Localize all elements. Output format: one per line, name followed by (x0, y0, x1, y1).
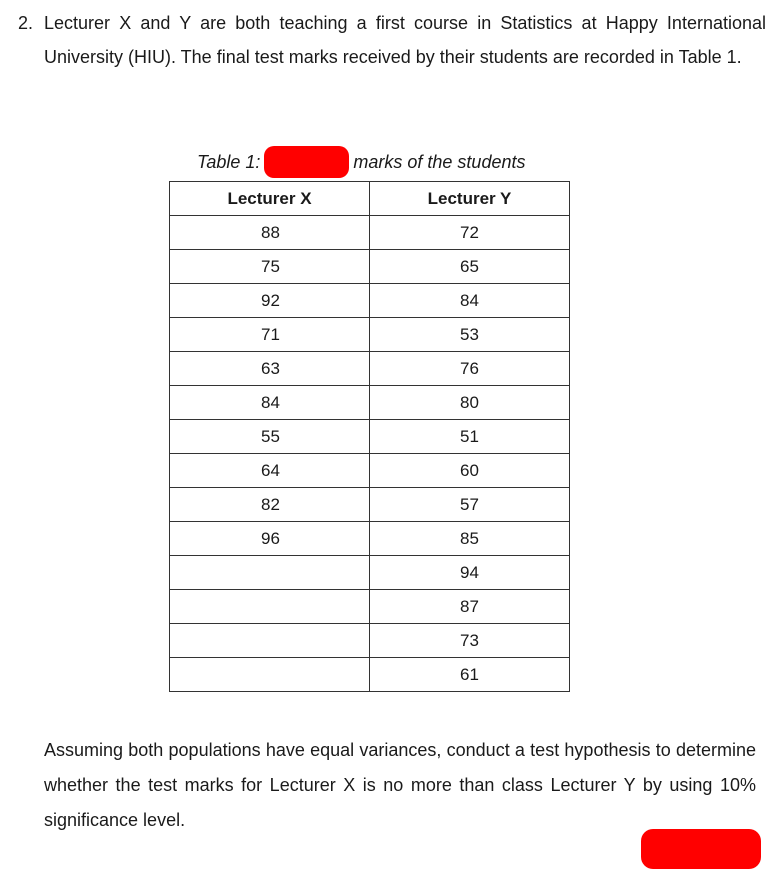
header-lecturer-y: Lecturer Y (370, 182, 570, 216)
cell-lecturer-y: 61 (370, 658, 570, 692)
question-text: Lecturer X and Y are both teaching a first course in Statistics at Happy International University (HIU). The final test marks received by their students are recorded in Table 1. (44, 13, 766, 67)
cell-lecturer-x (170, 658, 370, 692)
table-row (170, 488, 570, 522)
table-caption-suffix: marks of the students (353, 152, 526, 172)
cell-lecturer-x: 75 (170, 250, 370, 284)
cell-lecturer-y: 65 (370, 250, 570, 284)
table-row (170, 454, 570, 488)
table-row (170, 386, 570, 420)
cell-lecturer-x: 96 (170, 522, 370, 556)
cell-lecturer-x: 63 (170, 352, 370, 386)
header-lecturer-x: Lecturer X (170, 182, 370, 216)
cell-lecturer-y: 85 (370, 522, 570, 556)
cell-lecturer-y: 87 (370, 590, 570, 624)
cell-lecturer-y: 60 (370, 454, 570, 488)
table-row (170, 420, 570, 454)
cell-lecturer-x: 71 (170, 318, 370, 352)
marks-table (169, 181, 570, 692)
cell-lecturer-y: 80 (370, 386, 570, 420)
table-row (170, 556, 570, 590)
table-header-row (170, 182, 570, 216)
table-row (170, 250, 570, 284)
cell-lecturer-x (170, 590, 370, 624)
cell-lecturer-x: 55 (170, 420, 370, 454)
cell-lecturer-x: 84 (170, 386, 370, 420)
cell-lecturer-y: 73 (370, 624, 570, 658)
cell-lecturer-y: 53 (370, 318, 570, 352)
cell-lecturer-x: 92 (170, 284, 370, 318)
cell-lecturer-x (170, 556, 370, 590)
cell-lecturer-y: 72 (370, 216, 570, 250)
cell-lecturer-x (170, 624, 370, 658)
table-row (170, 216, 570, 250)
question-number: 2. (18, 13, 34, 33)
table-caption (197, 146, 525, 178)
table-row (170, 352, 570, 386)
table-row (170, 284, 570, 318)
table-body (170, 216, 570, 692)
cell-lecturer-x: 88 (170, 216, 370, 250)
table-row (170, 522, 570, 556)
table-row (170, 624, 570, 658)
redaction-mark (264, 146, 349, 178)
cell-lecturer-x: 82 (170, 488, 370, 522)
cell-lecturer-y: 57 (370, 488, 570, 522)
cell-lecturer-y: 51 (370, 420, 570, 454)
table-caption-prefix: Table 1: (197, 152, 261, 172)
cell-lecturer-y: 76 (370, 352, 570, 386)
cell-lecturer-y: 84 (370, 284, 570, 318)
question-block (18, 6, 766, 74)
redaction-mark-corner (641, 829, 761, 869)
instruction-text: Assuming both populations have equal variances, conduct a test hypothesis to determine whether the test marks for Lecturer X is no more than class Lecturer Y by using 10% significance level. (44, 740, 756, 830)
cell-lecturer-y: 94 (370, 556, 570, 590)
table-row (170, 658, 570, 692)
cell-lecturer-x: 64 (170, 454, 370, 488)
table-row (170, 318, 570, 352)
table-row (170, 590, 570, 624)
